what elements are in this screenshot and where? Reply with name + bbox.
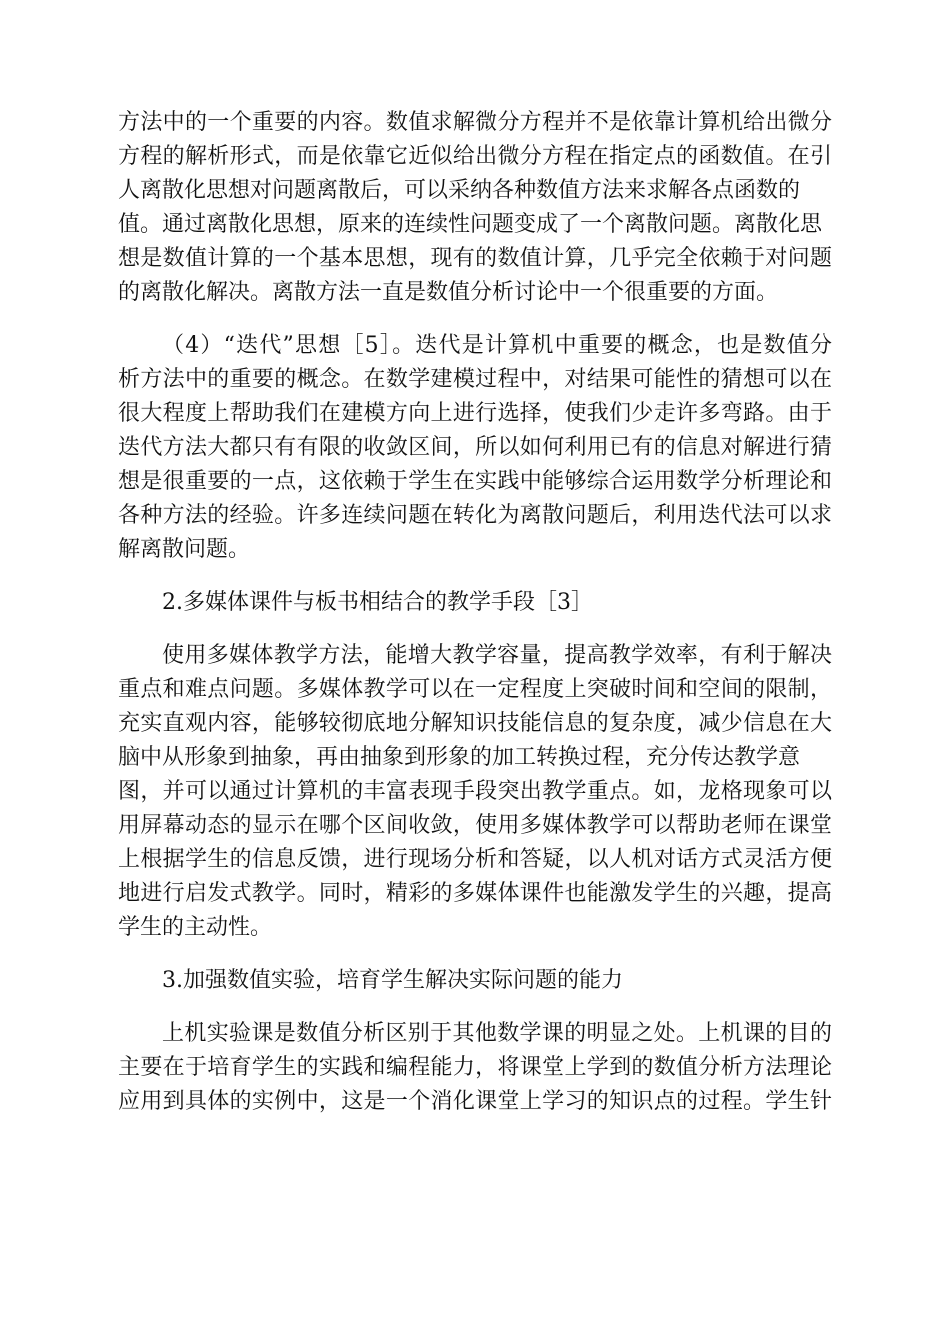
paragraph-spacer (118, 998, 832, 1017)
section-heading: 3.加强数值实验，培育学生解决实际问题的能力 (162, 968, 623, 993)
paragraph-spacer (118, 945, 832, 964)
text-line: 图，并可以通过计算机的丰富表现手段突出教学重点。如，龙格现象可以 (118, 779, 832, 804)
text-line: 用屏幕动态的显示在哪个区间收敛，使用多媒体教学可以帮助老师在课堂 (118, 813, 832, 838)
paragraph-spacer (118, 620, 832, 639)
text-line: 人离散化思想对问题离散后，可以采纳各种数值方法来求解各点函数的 (118, 178, 801, 203)
paragraph-spacer (118, 310, 832, 329)
paragraph (118, 639, 832, 945)
text-line: 脑中从形象到抽象，再由抽象到形象的加工转换过程，充分传达教学意 (118, 745, 801, 770)
text-line: 解离散问题。 (118, 537, 251, 562)
text-line: 的离散化解决。离散方法一直是数值分析讨论中一个很重要的方面。 (118, 280, 779, 305)
section-heading: 2.多媒体课件与板书相结合的教学手段［3］ (162, 590, 593, 615)
paragraph (118, 329, 832, 567)
text-line: 学生的主动性。 (118, 915, 273, 940)
text-line: 很大程度上帮助我们在建模方向上进行选择，使我们少走许多弯路。由于 (118, 401, 832, 426)
text-line: 充实直观内容，能够较彻底地分解知识技能信息的复杂度，减少信息在大 (118, 711, 832, 736)
text-line: 析方法中的重要的概念。在数学建模过程中，对结果可能性的猜想可以在 (118, 367, 832, 392)
text-line: 各种方法的经验。许多连续问题在转化为离散问题后，利用迭代法可以求 (118, 503, 832, 528)
text-line: 方法中的一个重要的内容。数值求解微分方程并不是依靠计算机给出微分 (118, 110, 832, 135)
text-line: 使用多媒体教学方法，能增大教学容量，提高教学效率，有利于解决 (162, 643, 832, 668)
paragraph (118, 106, 832, 310)
text-line: 迭代方法大都只有有限的收敛区间，所以如何利用已有的信息对解进行猜 (118, 435, 832, 460)
paragraph (118, 1017, 832, 1119)
text-line: 重点和难点问题。多媒体教学可以在一定程度上突破时间和空间的限制， (118, 677, 832, 702)
text-line: 想是很重要的一点，这依赖于学生在实践中能够综合运用数学分析理论和 (118, 469, 832, 494)
text-line: 想是数值计算的一个基本思想，现有的数值计算，几乎完全依赖于对问题 (118, 246, 832, 271)
document-body (118, 106, 832, 1119)
text-line: 方程的解析形式，而是依靠它近似给出微分方程在指定点的函数值。在引 (118, 144, 832, 169)
text-line: 上机实验课是数值分析区别于其他数学课的明显之处。上机课的目的 (162, 1021, 832, 1046)
text-line: 应用到具体的实例中，这是一个消化课堂上学习的知识点的过程。学生针 (118, 1089, 832, 1114)
text-line: 主要在于培育学生的实践和编程能力，将课堂上学到的数值分析方法理论 (118, 1055, 832, 1080)
text-line: 值。通过离散化思想，原来的连续性问题变成了一个离散问题。离散化思 (118, 212, 823, 237)
text-line: 上根据学生的信息反馈，进行现场分析和答疑，以人机对话方式灵活方便 (118, 847, 832, 872)
text-line: 地进行启发式教学。同时，精彩的多媒体课件也能激发学生的兴趣，提高 (118, 881, 832, 906)
paragraph-spacer (118, 567, 832, 586)
text-line: （4）“迭代”思想［5］。迭代是计算机中重要的概念，也是数值分 (162, 333, 832, 358)
